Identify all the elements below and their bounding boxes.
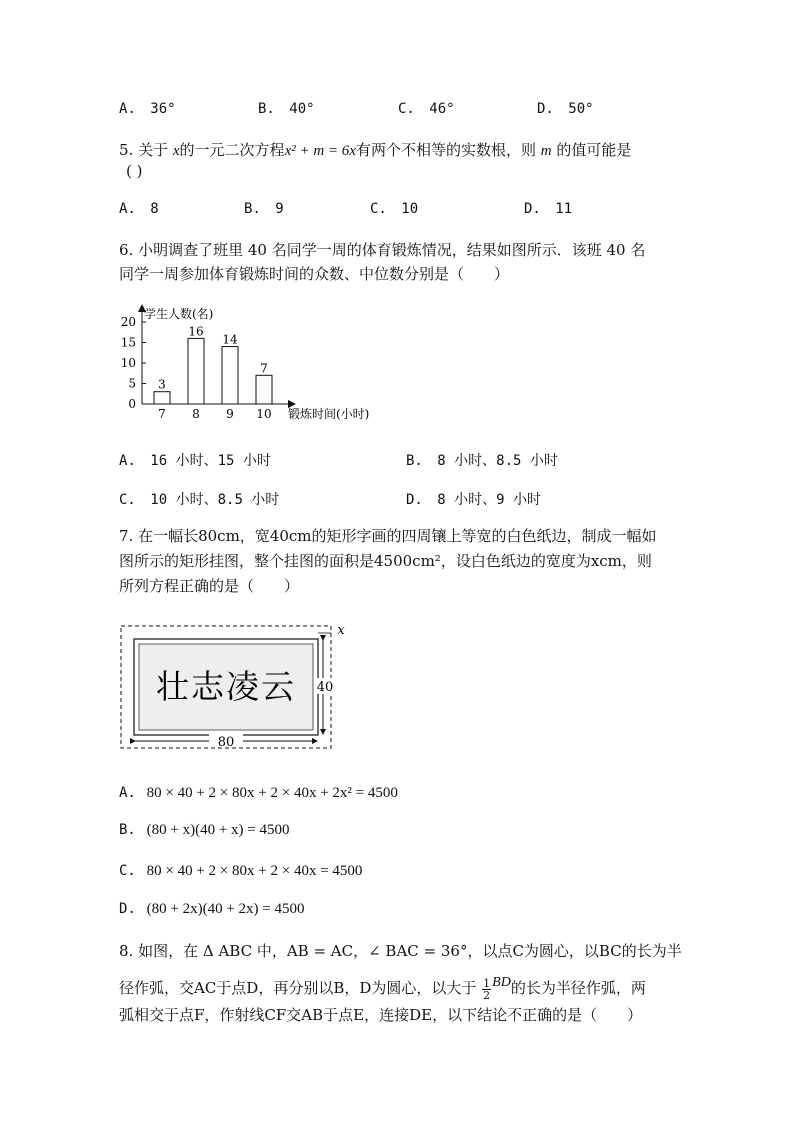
option-value: 11 <box>555 201 573 217</box>
y-axis-title: 学生人数(名) <box>144 307 214 321</box>
q4-option-a[interactable] <box>119 101 176 117</box>
q6-bar-chart <box>110 300 400 428</box>
option-label: A. <box>119 785 136 801</box>
q5-suffix: 有两个不相等的实数根，则 <box>355 141 536 159</box>
option-value: 10 <box>401 201 419 217</box>
q8-line2a: 径作弧，交AC于点D，再分别以B，D为圆心，以大于 <box>119 979 477 997</box>
bar-value-label: 3 <box>158 377 166 392</box>
q5-mid: 的一元二次方程 <box>179 141 285 159</box>
q7-line1: 7. 在一幅长80cm，宽40cm的矩形字画的四周镶上等宽的白色纸边，制成一幅如 <box>119 527 657 545</box>
q5-option-d[interactable] <box>524 201 572 217</box>
y-tick-label: 15 <box>120 335 136 350</box>
q6-option-d[interactable] <box>406 489 541 509</box>
x-axis-title: 锻炼时间(小时) <box>288 407 370 421</box>
q8-line2b: 的长为半径作弧，两 <box>510 979 646 997</box>
width-label: 80 <box>217 735 235 750</box>
bar <box>222 347 238 404</box>
option-label: B. <box>119 822 136 838</box>
bar <box>154 392 170 404</box>
option-value: 46° <box>429 101 455 117</box>
q6-line1: 6. 小明调查了班里 40 名同学一周的体育锻炼情况，结果如图所示．该班 40 名 <box>119 241 646 259</box>
option-value: (80 + 2x)(40 + 2x) = 4500 <box>146 901 305 917</box>
option-value: 10 小时、8.5 小时 <box>150 492 280 508</box>
x-label: x <box>337 623 345 638</box>
fraction-numerator: 1 <box>483 976 491 990</box>
q7-option-c[interactable] <box>119 861 362 880</box>
option-label: A. <box>119 201 136 217</box>
q6-line2: 同学一周参加体育锻炼时间的众数、中位数分别是（ ） <box>119 265 510 283</box>
option-label: B. <box>244 201 261 217</box>
q8-line3: 弧相交于点F，作射线CF交AB于点E，连接DE，以下结论不正确的是（ ） <box>119 1006 643 1024</box>
q5-var-x: x <box>172 143 180 159</box>
q5-stem <box>119 139 631 160</box>
q4-option-b[interactable] <box>258 101 315 117</box>
x-tick-label: 9 <box>226 407 234 421</box>
picture-text: 壮志凌云 <box>156 667 296 706</box>
q5-option-b[interactable] <box>244 201 284 217</box>
option-value: 40° <box>289 101 315 117</box>
option-label: C. <box>119 492 136 508</box>
option-value: 36° <box>150 101 176 117</box>
q7-option-d[interactable] <box>119 899 305 918</box>
x-tick-label: 8 <box>192 407 200 421</box>
y-tick-label: 5 <box>128 376 136 391</box>
bar-value-label: 16 <box>188 324 204 339</box>
option-label: A. <box>119 101 136 117</box>
option-label: B. <box>406 453 423 469</box>
q8-fraction <box>482 978 491 1001</box>
fraction-denominator: 2 <box>483 988 491 1002</box>
q5-var-m: m <box>540 143 552 159</box>
q7-option-b[interactable] <box>119 820 290 839</box>
option-value: 80 × 40 + 2 × 80x + 2 × 40x + 2x² = 4500 <box>146 785 398 801</box>
q8-line1: 8. 如图，在 Δ ABC 中，AB = AC，∠ BAC = 36°，以点C为圆心，以BC的长为半 <box>119 942 682 960</box>
option-value: 9 <box>275 201 284 217</box>
option-label: D. <box>406 492 423 508</box>
q7-line3: 所列方程正确的是（ ） <box>119 577 300 595</box>
y-tick-label: 0 <box>128 397 136 411</box>
option-value: 8 <box>150 201 159 217</box>
x-tick-label: 10 <box>256 407 272 421</box>
option-value: 8 小时、8.5 小时 <box>437 453 558 469</box>
option-label: A. <box>119 453 136 469</box>
q4-option-c[interactable] <box>398 101 455 117</box>
option-label: C. <box>398 101 415 117</box>
option-value: 80 × 40 + 2 × 80x + 2 × 40x = 4500 <box>146 863 363 879</box>
q7-figure <box>115 620 355 752</box>
option-label: B. <box>258 101 275 117</box>
bar <box>188 338 204 404</box>
bar-value-label: 7 <box>260 361 268 376</box>
option-value: 16 小时、15 小时 <box>150 453 271 469</box>
q5-option-c[interactable] <box>370 201 418 217</box>
q4-option-d[interactable] <box>537 101 594 117</box>
bar <box>256 375 272 404</box>
q5-equation: x² + m = 6x <box>284 143 356 159</box>
option-label: C. <box>119 863 136 879</box>
option-label: D. <box>119 901 136 917</box>
q6-option-b[interactable] <box>406 450 558 470</box>
bar-value-label: 14 <box>222 332 238 347</box>
q5-option-a[interactable] <box>119 201 159 217</box>
option-value: 50° <box>568 101 594 117</box>
option-label: C. <box>370 201 387 217</box>
option-label: D. <box>537 101 554 117</box>
x-tick-label: 7 <box>158 407 166 421</box>
option-value: 8 小时、9 小时 <box>437 492 542 508</box>
y-tick-label: 20 <box>120 315 136 329</box>
q7-option-a[interactable] <box>119 783 398 802</box>
q5-prefix: 5. 关于 <box>119 141 169 159</box>
option-label: D. <box>524 201 541 217</box>
q5-end: 的值可能是 <box>556 141 632 159</box>
y-tick-label: 10 <box>120 356 136 370</box>
option-value: (80 + x)(40 + x) = 4500 <box>146 822 290 838</box>
q5-answer-paren: ( ) <box>126 162 143 180</box>
q7-line2: 图所示的矩形挂图，整个挂图的面积是4500cm²，设白色纸边的宽度为xcm，则 <box>119 552 652 570</box>
q8-line2 <box>119 977 646 1001</box>
q8-frac-var: BD <box>492 975 511 990</box>
height-label: 40 <box>316 680 334 695</box>
q6-option-c[interactable] <box>119 489 279 509</box>
q6-option-a[interactable] <box>119 450 271 470</box>
